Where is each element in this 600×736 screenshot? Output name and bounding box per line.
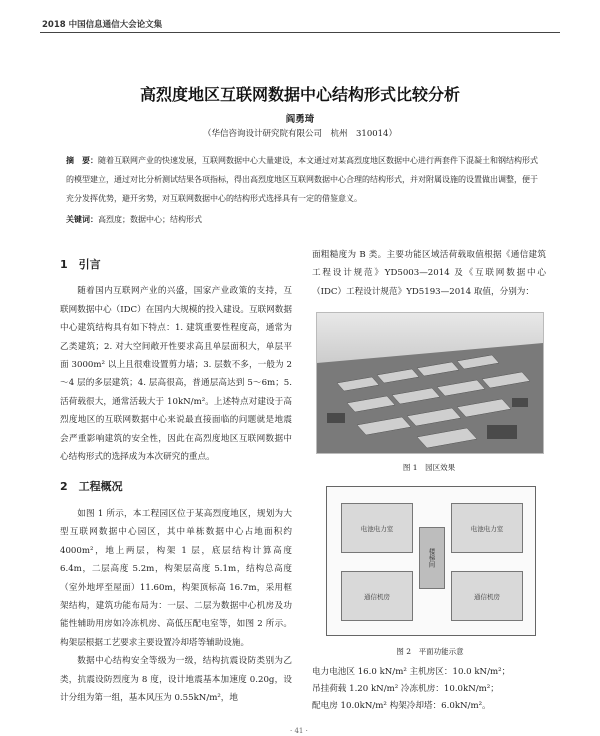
running-header: 2018 中国信息通信大会论文集 bbox=[42, 20, 163, 30]
section-2-text-2: 数据中心结构安全等级为一级，结构抗震设防类别为乙类，抗震设防烈度为 8 度，设计地震基本加速度 0.20g，设计分组为第一组，基本风压为 0.55kN/m²，地 bbox=[60, 656, 292, 703]
load-line-2: 吊挂荷载 1.20 kN/m² 冷冻机房：10.0kN/m²； bbox=[312, 684, 499, 694]
load-intro-text: 面粗糙度为 B 类。主要功能区域活荷载取值根据《通信建筑工程设计规范》YD5003—2014 及《互联网数据中心（IDC）工程设计规范》YD5193—2014 取值，分别为： bbox=[312, 250, 546, 297]
right-column-text bbox=[312, 246, 546, 301]
keywords-label: 关键词： bbox=[66, 214, 98, 224]
affiliation: （华信咨询设计研究院有限公司 杭州 310014） bbox=[203, 129, 397, 139]
section-1-title: 1 引言 bbox=[60, 258, 101, 271]
figure-2-floor-plan bbox=[326, 486, 536, 636]
plan-room-telecom-left: 通信机房 bbox=[341, 571, 413, 621]
figure-1-caption: 图 1 园区效果 bbox=[402, 463, 456, 472]
campus-aerial-image bbox=[317, 313, 543, 453]
plan-room-telecom-right: 通信机房 bbox=[451, 571, 523, 621]
plan-room-battery-left: 电池电力室 bbox=[341, 503, 413, 553]
keywords-text: 高烈度；数据中心；结构形式 bbox=[98, 215, 202, 224]
plan-room-battery-right: 电池电力室 bbox=[451, 503, 523, 553]
paper-title: 高烈度地区互联网数据中心结构形式比较分析 bbox=[139, 85, 460, 104]
plan-core-stair: 楼梯间 bbox=[419, 527, 445, 589]
section-2-title: 2 工程概况 bbox=[60, 480, 123, 494]
load-values-list bbox=[312, 664, 546, 715]
keywords bbox=[66, 214, 538, 225]
section-1-text: 随着国内互联网产业的兴盛，国家产业政策的支持，互联网数据中心（IDC）在国内大规模的投入建设。互联网数据中心建筑结构具有如下特点：1. 建筑重要性程度高，通常为乙类建筑；2. 对大空间敞开性要求高且单层面积大，单层平面 3000m² 以上且很难设置剪力墙；3. 层数不多，一般为 2～4 层的多层建筑；4. 层高很高，普通层高达到 5～6m；5. 活荷载很大，通常活载大于 10kN/m²。上述特点对建设于高烈度地区的互联网数据中心来说最直接面临的问题就是地震会严重影响建筑的安全性，因此在高烈度地区互联网数据中心结构形式的选择成为本次研究的重点。 bbox=[60, 286, 292, 463]
section-2-text-1: 如图 1 所示，本工程园区位于某高烈度地区，规划为大型互联网数据中心园区，其中单栋数据中心占地面积约 4000m²，地上两层，构架 1 层，底层结构计算高度 6.4m，二层高度 5.2m，构架层高度 5.1m，结构总高度（室外地坪至屋面）11.60m，构架顶标高 16.7m，采用框架结构，建筑功能布局为：一层、二层为数据中心机房及功能性辅助用房如冷冻机房、高低压配电室等，如图 2 所示。构架层根据工艺要求主要设置冷却塔等辅助设施。 bbox=[60, 508, 292, 648]
page-number: · 41 · bbox=[290, 727, 308, 735]
figure-2-caption: 图 2 平面功能示意 bbox=[396, 647, 464, 656]
author: 阎勇琦 bbox=[285, 114, 315, 125]
load-line-3: 配电房 10.0kN/m² 构架冷却塔：6.0kN/m²。 bbox=[312, 701, 491, 711]
abstract-label: 摘 要： bbox=[66, 156, 98, 165]
load-line-1: 电力电池区 16.0 kN/m² 主机房区：10.0 kN/m²； bbox=[312, 667, 511, 677]
figure-1-campus-render bbox=[316, 312, 544, 454]
left-column bbox=[60, 256, 292, 707]
abstract-text: 随着互联网产业的快速发展，互联网数据中心大量建设，本文通过对某高烈度地区数据中心进行两套件下混凝土和钢结构形式的模型建立，通过对比分析测试结果各项指标，得出高烈度地区互联网数据中心合理的结构形式，并对附属设施的设置做出调整，便于充分发挥优势，避开劣势，对互联网数据中心的结构形式选择具有一定的借鉴意义。 bbox=[66, 156, 538, 203]
abstract bbox=[66, 151, 538, 208]
header-rule bbox=[40, 32, 560, 33]
